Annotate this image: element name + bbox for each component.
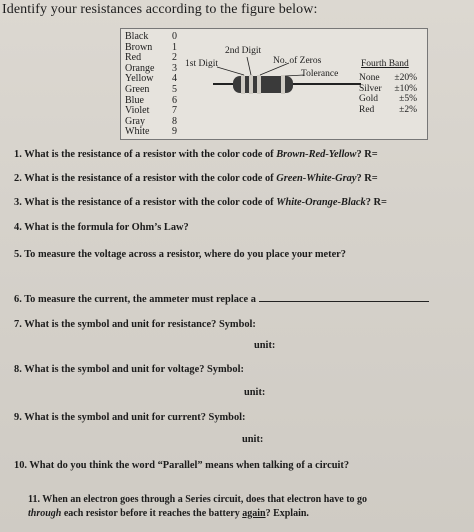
question-9-unit: unit:: [242, 434, 264, 445]
band-color-name: Silver: [359, 83, 382, 94]
color-digit: 3: [172, 62, 177, 74]
resistor-diagram: [121, 29, 427, 139]
label-no-of-zeros: No. of Zeros: [273, 56, 322, 66]
color-name: Red: [125, 52, 142, 64]
pointer-zeros: [260, 63, 289, 75]
color-digit: 8: [172, 115, 177, 127]
color-name: Green: [125, 83, 150, 95]
band-tolerance-value: ±5%: [399, 94, 417, 104]
band-3: [257, 75, 261, 94]
band-tolerance-value: ±10%: [394, 83, 417, 94]
color-name: Gray: [125, 115, 145, 127]
question-3: 3. What is the resistance of a resistor with the color code of White-Orange-Black? R=: [14, 197, 387, 208]
color-digit: 4: [172, 73, 177, 85]
band-color-name: Gold: [359, 94, 378, 104]
color-digit: 0: [172, 31, 177, 42]
color-digit: 5: [172, 83, 177, 95]
color-digit: 1: [172, 41, 177, 53]
answer-blank-6[interactable]: [259, 292, 429, 302]
band-tolerance-value: ±20%: [394, 73, 417, 83]
band-tolerance-value: ±2%: [399, 104, 417, 115]
color-name: Yellow: [125, 73, 154, 85]
label-1st-digit: 1st Digit: [185, 59, 218, 69]
question-7-unit: unit:: [254, 340, 276, 351]
question-4: 4. What is the formula for Ohm’s Law?: [14, 222, 189, 233]
resistor-color-code-figure: [120, 28, 428, 140]
color-name: Black: [125, 31, 149, 42]
band-1: [241, 75, 245, 94]
color-digit: 2: [172, 52, 177, 64]
color-digit: 9: [172, 126, 177, 138]
band-4: [281, 75, 285, 94]
fourth-band-title: Fourth Band: [361, 59, 409, 69]
pointer-2nd-digit: [247, 57, 251, 75]
question-8: 8. What is the symbol and unit for voltage? Symbol:: [14, 364, 244, 375]
color-name: Orange: [125, 62, 155, 74]
label-tolerance: Tolerance: [301, 69, 339, 79]
question-8-unit: unit:: [244, 387, 266, 398]
color-digit: 7: [172, 105, 177, 117]
color-name: White: [125, 126, 150, 138]
question-5: 5. To measure the voltage across a resistor, where do you place your meter?: [14, 249, 346, 260]
worksheet-heading: Identify your resistances according to the figure below:: [2, 2, 318, 17]
pointer-tolerance: [285, 75, 304, 76]
question-10: 10. What do you think the word “Parallel” means when talking of a circuit?: [14, 460, 350, 471]
question-2: 2. What is the resistance of a resistor with the color code of Green-White-Gray? R=: [14, 173, 378, 184]
band-2: [249, 75, 253, 94]
color-name: Blue: [125, 94, 144, 106]
color-name: Violet: [125, 105, 150, 117]
label-2nd-digit: 2nd Digit: [225, 46, 262, 56]
color-name: Brown: [125, 41, 153, 53]
question-9: 9. What is the symbol and unit for current? Symbol:: [14, 412, 246, 423]
pointer-1st-digit: [217, 67, 244, 75]
question-7: 7. What is the symbol and unit for resistance? Symbol:: [14, 319, 256, 330]
question-11-line-1: 11. When an electron goes through a Series circuit, does that electron have to go: [28, 494, 368, 505]
question-1: 1. What is the resistance of a resistor with the color code of Brown-Red-Yellow? R=: [14, 149, 378, 160]
band-color-name: Red: [359, 104, 375, 115]
color-digit: 6: [172, 94, 177, 106]
band-color-name: None: [359, 73, 380, 83]
question-6: 6. To measure the current, the ammeter must replace a: [14, 292, 429, 305]
question-11-line-2: through each resistor before it reaches the battery again? Explain.: [28, 508, 309, 519]
